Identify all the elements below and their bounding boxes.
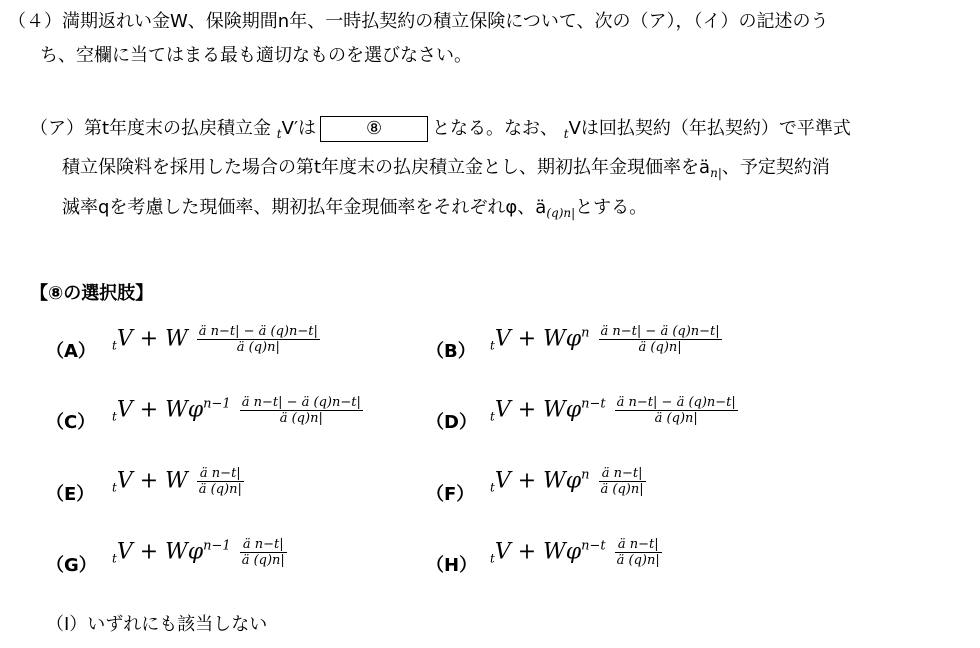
option-e-formula: $_t$V + W $\frac{\text{ä n−t|}}{ä (q)n|}$ [112, 466, 242, 497]
option-d-label[interactable]: （D） [426, 412, 477, 433]
option-i[interactable]: （I）いずれにも該当しない [46, 614, 268, 635]
option-h-formula: $_tV + W\varphi^{n-t}$ $\frac{\text{ä n−t|}}{ä (q)n|}$ [490, 537, 660, 568]
option-e-label[interactable]: （E） [46, 484, 95, 505]
question-line-1: （４）満期返れい金W、保険期間n年、一時払契約の積立保険について、次の（ア），（イ）の記述のう [8, 11, 829, 32]
option-h-label[interactable]: （H） [426, 555, 478, 576]
option-c-label[interactable]: （C） [46, 412, 96, 433]
choices-title: 【⑧の選択肢】 [30, 283, 154, 304]
option-g-label[interactable]: （G） [46, 555, 97, 576]
option-b-label[interactable]: （B） [426, 341, 476, 362]
option-f-label[interactable]: （F） [426, 484, 475, 505]
question-line-2: ち、空欄に当てはまる最も適切なものを選びなさい。 [40, 45, 472, 66]
part-a-var2: Vは回払契約（年払契約）で平準式 [568, 118, 851, 139]
option-f-formula: $_tV + W\varphi^n$ $\frac{\text{ä n−t|}}{ä (q)n|}$ [490, 466, 644, 497]
part-a-prefix: （ア）第t年度末の払戻積立金 [30, 118, 272, 139]
part-a-line-1: （ア）第t年度末の払戻積立金 $_t$V′は ⑧ となる。なお、 $_t$Vは回払契約（年払契約）で平準式 [30, 118, 851, 141]
part-a-var: V′は [281, 118, 317, 139]
option-d-formula: $_tV + W\varphi^{n-t}$ $\frac{\text{ä n−t| − ä (q)n−t|}}{ä (q)n|}$ [490, 395, 736, 426]
answer-blank[interactable]: ⑧ [320, 116, 428, 142]
option-g-formula: $_tV + W\varphi^{n-1}$ $\frac{\text{ä n−t|}}{ä (q)n|}$ [112, 537, 285, 568]
part-a-line-2: 積立保険料を採用した場合の第t年度末の払戻積立金とし、期初払年金現価率を$ä_{n|}$、予定契約消 [62, 157, 830, 180]
option-a-label[interactable]: （A） [46, 341, 96, 362]
option-b-formula: $_tV + W\varphi^n$ $\frac{\text{ä n−t| − ä (q)n−t|}}{ä (q)n|}$ [490, 324, 720, 355]
option-c-formula: $_tV + W\varphi^{n-1}$ $\frac{\text{ä n−t| − ä (q)n−t|}}{ä (q)n|}$ [112, 395, 361, 426]
part-a-suffix: となる。なお、 [432, 118, 559, 139]
part-a-line-3: 滅率qを考慮した現価率、期初払年金現価率をそれぞれφ、$ä_{(q)n|}$とする。 [62, 197, 648, 220]
option-a-formula: $_t$V + W $\frac{\text{ä n−t| − ä (q)n−t|}}{ä (q)n|}$ [112, 324, 318, 355]
